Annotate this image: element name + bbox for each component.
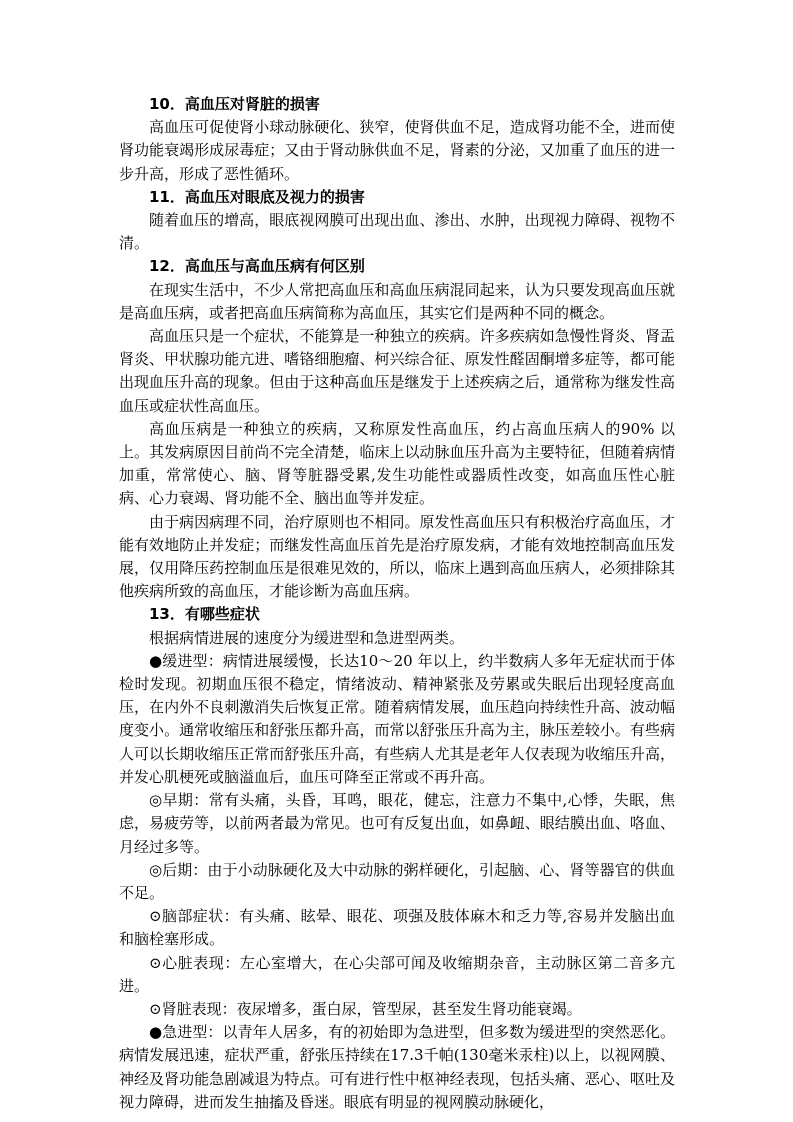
document-page [119, 93, 675, 1114]
paragraph-early-stage: ◎早期：常有头痛，头昏，耳鸣，眼花，健忘，注意力不集中,心悸，失眠，焦虑，易疲劳等，以前两者最为常见。也可有反复出血，如鼻衄、眼结膜出血、咯血、月经过多等。 [119, 791, 675, 856]
paragraph-heart-symptoms: ⊙心脏表现：左心室增大，在心尖部可闻及收缩期杂音，主动脉区第二音多亢进。 [119, 953, 675, 995]
heading-kidney-damage: 10．高血压对肾脏的损害 [149, 95, 320, 113]
paragraph-kidney-symptoms: ⊙肾脏表现：夜尿增多，蛋白尿，管型尿，甚至发生肾功能衰竭。 [149, 999, 582, 1018]
paragraph-rapid-type: ●急进型：以青年人居多，有的初始即为急进型，但多数为缓进型的突然恶化。病情发展迅速，症状严重，舒张压持续在17.3千帕(130毫米汞柱)以上，以视网膜、神经及肾功能急剧减退为特点。可有进行性中枢神经表现，包括头痛、恶心、呕吐及视力障碍，进而发生抽搐及昏迷。眼底有明显的视网膜动脉硬化， [119, 1023, 675, 1111]
paragraph: 高血压可促使肾小球动脉硬化、狭窄，使肾供血不足，造成肾功能不全，进而使肾功能衰竭形成尿毒症；又由于肾动脉供血不足，肾素的分泌，又加重了血压的进一步升高，形成了恶性循环。 [119, 118, 675, 183]
paragraph: 高血压病是一种独立的疾病，又称原发性高血压，约占高血压病人的90% 以上。其发病原因目前尚不完全清楚，临床上以动脉血压升高为主要特征，但随着病情加重，常常使心、脑、肾等脏器受累,发生功能性或器质性改变，如高血压性心脏病、心力衰竭、肾功能不全、脑出血等并发症。 [119, 419, 675, 508]
paragraph-late-stage: ◎后期：由于小动脉硬化及大中动脉的粥样硬化，引起脑、心、肾等器官的供血不足。 [119, 860, 675, 902]
heading-symptoms: 13．有哪些症状 [149, 605, 260, 624]
heading-difference: 12．高血压与高血压病有何区别 [149, 257, 365, 276]
heading-eye-damage: 11．高血压对眼底及视力的损害 [149, 187, 365, 206]
paragraph: 由于病因病理不同，治疗原则也不相同。原发性高血压只有积极治疗高血压，才能有效地防止并发症；而继发性高血压首先是治疗原发病，才能有效地控制高血压发展，仅用降压药控制血压是很难见效的，所以，临床上遇到高血压病人，必须排除其他疾病所致的高血压，才能诊断为高血压病。 [119, 512, 675, 601]
paragraph: 根据病情进展的速度分为缓进型和急进型两类。 [149, 628, 465, 647]
paragraph-slow-type: ●缓进型：病情进展缓慢，长达10～20 年以上，约半数病人多年无症状而于体检时发现。初期血压很不稳定，情绪波动、精神紧张及劳累或失眠后出现轻度高血压，在内外不良刺激消失后恢复正常。随着病情发展，血压趋向持续性升高、波动幅度变小。通常收缩压和舒张压都升高，而常以舒张压升高为主，脉压差较小。有些病人可以长期收缩压正常而舒张压升高，有些病人尤其是老年人仅表现为收缩压升高，并发心肌梗死或脑溢血后，血压可降至正常或不再升高。 [119, 651, 675, 786]
paragraph: 高血压只是一个症状，不能算是一种独立的疾病。许多疾病如急慢性肾炎、肾盂肾炎、甲状腺功能亢进、嗜铬细胞瘤、柯兴综合征、原发性醛固酮增多症等，都可能出现血压升高的现象。但由于这种高血压是继发于上述疾病之后，通常称为继发性高血压或症状性高血压。 [119, 327, 675, 415]
paragraph: 随着血压的增高，眼底视网膜可出现出血、渗出、水肿，出现视力障碍、视物不清。 [119, 211, 675, 253]
paragraph-brain-symptoms: ⊙脑部症状：有头痛、眩晕、眼花、项强及肢体麻木和乏力等,容易并发脑出血和脑栓塞形成。 [119, 907, 675, 949]
paragraph: 在现实生活中，不少人常把高血压和高血压病混同起来，认为只要发现高血压就是高血压病，或者把高血压病简称为高血压，其实它们是两种不同的概念。 [119, 280, 675, 322]
